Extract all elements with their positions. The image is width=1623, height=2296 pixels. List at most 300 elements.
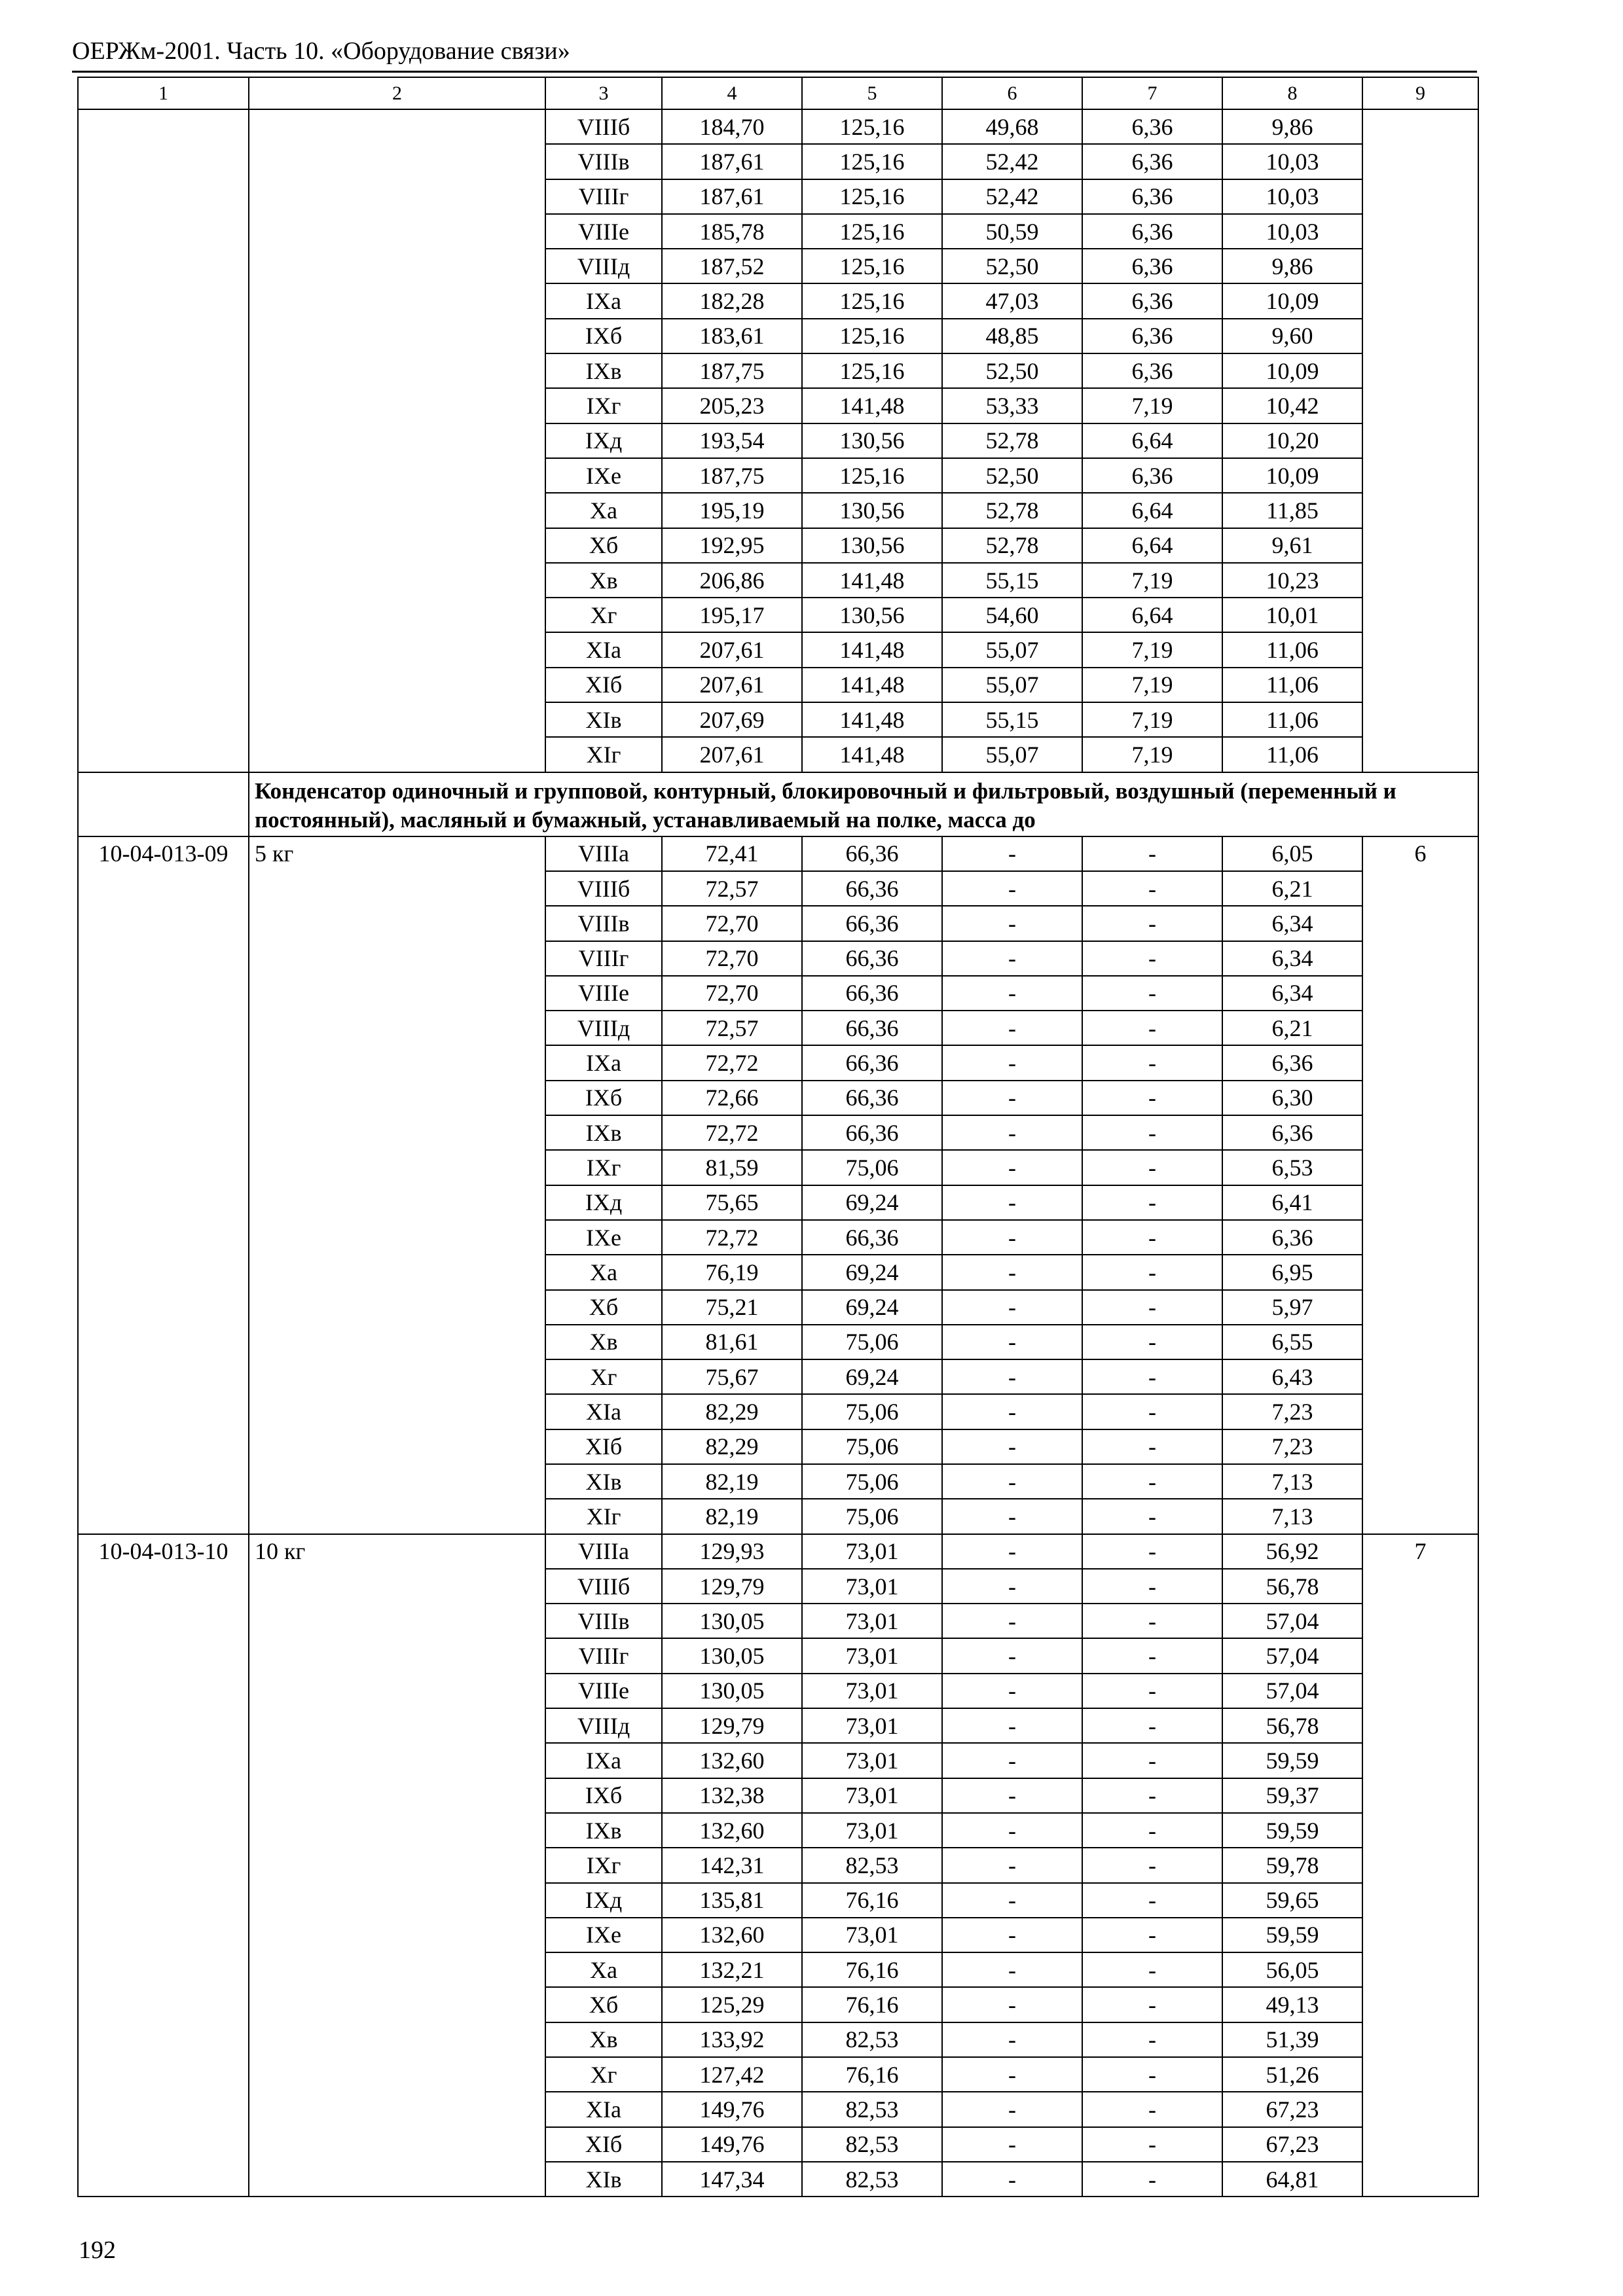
table-cell-col6: - bbox=[942, 1464, 1082, 1499]
table-cell-col3: VIIIд bbox=[545, 1708, 662, 1743]
table-cell-col5: 130,56 bbox=[802, 528, 942, 563]
table-cell-col5: 76,16 bbox=[802, 1987, 942, 2022]
table-cell-col5: 73,01 bbox=[802, 1604, 942, 1638]
table-cell-col7: 6,36 bbox=[1082, 249, 1222, 283]
table-cell-col4: 132,60 bbox=[662, 1918, 802, 1952]
table-cell-col8: 7,23 bbox=[1222, 1429, 1362, 1464]
table-cell-col5: 66,36 bbox=[802, 1081, 942, 1115]
table-cell-col3: Xв bbox=[545, 563, 662, 598]
table-cell-col4: 192,95 bbox=[662, 528, 802, 563]
table-cell-col5: 125,16 bbox=[802, 214, 942, 249]
table-cell-col6: 55,15 bbox=[942, 702, 1082, 737]
table-cell-col3: Xв bbox=[545, 2022, 662, 2057]
table-cell-col7: - bbox=[1082, 1813, 1222, 1848]
name-cell-empty bbox=[249, 109, 545, 772]
table-cell-col6: - bbox=[942, 1394, 1082, 1429]
table-cell-col8: 59,59 bbox=[1222, 1743, 1362, 1778]
table-cell-col7: 6,36 bbox=[1082, 179, 1222, 214]
table-cell-col7: - bbox=[1082, 1638, 1222, 1673]
table-cell-col4: 72,72 bbox=[662, 1220, 802, 1255]
table-cell-col3: VIIIг bbox=[545, 179, 662, 214]
table-cell-col4: 72,70 bbox=[662, 906, 802, 941]
table-cell-col5: 66,36 bbox=[802, 976, 942, 1011]
column-header: 8 bbox=[1222, 77, 1362, 109]
table-cell-col8: 6,21 bbox=[1222, 1011, 1362, 1045]
table-cell-col8: 11,06 bbox=[1222, 702, 1362, 737]
section-code-empty bbox=[78, 772, 249, 836]
table-cell-col7: - bbox=[1082, 1987, 1222, 2022]
table-cell-col6: - bbox=[942, 2127, 1082, 2162]
table-cell-col8: 10,20 bbox=[1222, 423, 1362, 458]
table-cell-col6: - bbox=[942, 2162, 1082, 2197]
table-cell-col6: - bbox=[942, 1150, 1082, 1185]
table-cell-col3: VIIIд bbox=[545, 1011, 662, 1045]
table-cell-col4: 206,86 bbox=[662, 563, 802, 598]
table-cell-col8: 10,09 bbox=[1222, 458, 1362, 493]
table-cell-col4: 82,19 bbox=[662, 1499, 802, 1534]
table-cell-col3: VIIIе bbox=[545, 214, 662, 249]
table-cell-col7: - bbox=[1082, 2057, 1222, 2092]
table-cell-col3: VIIIб bbox=[545, 1569, 662, 1604]
table-cell-col8: 64,81 bbox=[1222, 2162, 1362, 2197]
table-cell-col6: - bbox=[942, 1708, 1082, 1743]
table-cell-col4: 187,52 bbox=[662, 249, 802, 283]
table-cell-col8: 11,06 bbox=[1222, 737, 1362, 772]
table-cell-col7: 7,19 bbox=[1082, 563, 1222, 598]
table-cell-col6: 52,50 bbox=[942, 249, 1082, 283]
table-cell-col5: 82,53 bbox=[802, 2092, 942, 2126]
table-cell-col3: VIIIд bbox=[545, 249, 662, 283]
table-cell-col7: - bbox=[1082, 871, 1222, 906]
table-cell-col7: 7,19 bbox=[1082, 668, 1222, 702]
table-cell-col8: 6,34 bbox=[1222, 976, 1362, 1011]
table-cell-col8: 57,04 bbox=[1222, 1674, 1362, 1708]
table-cell-col8: 10,03 bbox=[1222, 144, 1362, 179]
table-cell-col4: 75,21 bbox=[662, 1290, 802, 1325]
table-cell-col6: - bbox=[942, 1813, 1082, 1848]
table-cell-col6: 55,07 bbox=[942, 632, 1082, 667]
table-cell-col5: 125,16 bbox=[802, 179, 942, 214]
table-cell-col4: 72,66 bbox=[662, 1081, 802, 1115]
table-body bbox=[78, 77, 1478, 2197]
table-cell-col4: 72,72 bbox=[662, 1045, 802, 1080]
table-cell-col7: - bbox=[1082, 1708, 1222, 1743]
table-cell-col8: 51,26 bbox=[1222, 2057, 1362, 2092]
col9-value: 6 bbox=[1362, 836, 1478, 1534]
table-cell-col3: XIа bbox=[545, 1394, 662, 1429]
table-cell-col6: - bbox=[942, 1534, 1082, 1569]
table-cell-col4: 129,79 bbox=[662, 1569, 802, 1604]
table-cell-col6: 52,78 bbox=[942, 528, 1082, 563]
table-cell-col4: 130,05 bbox=[662, 1604, 802, 1638]
table-cell-col8: 7,13 bbox=[1222, 1464, 1362, 1499]
table-cell-col3: IXа bbox=[545, 1743, 662, 1778]
table-cell-col5: 130,56 bbox=[802, 423, 942, 458]
table-cell-col3: IXе bbox=[545, 1220, 662, 1255]
table-cell-col5: 66,36 bbox=[802, 1115, 942, 1150]
table-cell-col3: VIIIг bbox=[545, 941, 662, 976]
table-cell-col6: 52,42 bbox=[942, 179, 1082, 214]
table-cell-col3: XIб bbox=[545, 1429, 662, 1464]
table-cell-col5: 125,16 bbox=[802, 458, 942, 493]
table-cell-col8: 67,23 bbox=[1222, 2127, 1362, 2162]
table-cell-col3: VIIIв bbox=[545, 1604, 662, 1638]
table-cell-col3: XIг bbox=[545, 737, 662, 772]
table-cell-col3: IXб bbox=[545, 1778, 662, 1813]
table-cell-col8: 6,53 bbox=[1222, 1150, 1362, 1185]
table-cell-col6: - bbox=[942, 1011, 1082, 1045]
table-cell-col4: 72,72 bbox=[662, 1115, 802, 1150]
table-cell-col6: - bbox=[942, 1674, 1082, 1708]
table-cell-col4: 72,70 bbox=[662, 976, 802, 1011]
table-cell-col7: - bbox=[1082, 1743, 1222, 1778]
table-cell-col6: - bbox=[942, 941, 1082, 976]
table-cell-col8: 6,95 bbox=[1222, 1255, 1362, 1289]
table-cell-col5: 66,36 bbox=[802, 1011, 942, 1045]
table-cell-col7: - bbox=[1082, 2127, 1222, 2162]
table-cell-col4: 72,57 bbox=[662, 1011, 802, 1045]
table-cell-col5: 76,16 bbox=[802, 1952, 942, 1987]
table-cell-col8: 6,30 bbox=[1222, 1081, 1362, 1115]
table-cell-col5: 66,36 bbox=[802, 941, 942, 976]
table-cell-col5: 76,16 bbox=[802, 1883, 942, 1918]
table-cell-col8: 9,86 bbox=[1222, 249, 1362, 283]
rates-table bbox=[77, 77, 1479, 2197]
table-cell-col7: 6,64 bbox=[1082, 423, 1222, 458]
table-cell-col3: IXв bbox=[545, 353, 662, 388]
table-cell-col4: 187,61 bbox=[662, 179, 802, 214]
table-row bbox=[78, 109, 1478, 144]
table-cell-col3: VIIIе bbox=[545, 976, 662, 1011]
table-cell-col7: - bbox=[1082, 1325, 1222, 1359]
table-cell-col4: 183,61 bbox=[662, 319, 802, 353]
table-cell-col5: 125,16 bbox=[802, 109, 942, 144]
table-cell-col6: - bbox=[942, 2057, 1082, 2092]
table-cell-col4: 207,61 bbox=[662, 632, 802, 667]
table-cell-col3: IXд bbox=[545, 423, 662, 458]
table-cell-col6: - bbox=[942, 1569, 1082, 1604]
table-cell-col8: 6,36 bbox=[1222, 1115, 1362, 1150]
table-cell-col6: - bbox=[942, 1778, 1082, 1813]
table-cell-col3: IXб bbox=[545, 319, 662, 353]
table-cell-col4: 132,60 bbox=[662, 1813, 802, 1848]
table-cell-col4: 195,17 bbox=[662, 598, 802, 632]
table-cell-col6: - bbox=[942, 906, 1082, 941]
column-header: 2 bbox=[249, 77, 545, 109]
table-cell-col8: 56,78 bbox=[1222, 1708, 1362, 1743]
table-cell-col7: - bbox=[1082, 1115, 1222, 1150]
table-cell-col3: IXе bbox=[545, 1918, 662, 1952]
table-cell-col7: - bbox=[1082, 976, 1222, 1011]
table-cell-col6: 55,07 bbox=[942, 737, 1082, 772]
table-cell-col4: 125,29 bbox=[662, 1987, 802, 2022]
table-cell-col5: 75,06 bbox=[802, 1325, 942, 1359]
table-cell-col5: 130,56 bbox=[802, 493, 942, 528]
table-cell-col7: - bbox=[1082, 1359, 1222, 1394]
table-cell-col8: 10,23 bbox=[1222, 563, 1362, 598]
column-number-row bbox=[78, 77, 1478, 109]
table-cell-col7: 6,36 bbox=[1082, 214, 1222, 249]
table-cell-col6: 52,42 bbox=[942, 144, 1082, 179]
table-cell-col5: 141,48 bbox=[802, 702, 942, 737]
table-cell-col5: 73,01 bbox=[802, 1569, 942, 1604]
table-cell-col5: 75,06 bbox=[802, 1150, 942, 1185]
table-cell-col4: 182,28 bbox=[662, 283, 802, 318]
table-row bbox=[78, 836, 1478, 871]
table-cell-col6: 55,07 bbox=[942, 668, 1082, 702]
table-cell-col8: 11,06 bbox=[1222, 668, 1362, 702]
table-cell-col4: 76,19 bbox=[662, 1255, 802, 1289]
table-cell-col6: - bbox=[942, 1429, 1082, 1464]
table-cell-col8: 6,05 bbox=[1222, 836, 1362, 871]
table-cell-col7: 6,36 bbox=[1082, 109, 1222, 144]
table-cell-col6: - bbox=[942, 1952, 1082, 1987]
table-cell-col7: - bbox=[1082, 1220, 1222, 1255]
table-cell-col3: XIа bbox=[545, 632, 662, 667]
table-cell-col8: 10,03 bbox=[1222, 179, 1362, 214]
col9-value: 7 bbox=[1362, 1534, 1478, 2197]
table-cell-col4: 187,75 bbox=[662, 353, 802, 388]
table-cell-col5: 73,01 bbox=[802, 1674, 942, 1708]
table-cell-col5: 76,16 bbox=[802, 2057, 942, 2092]
table-cell-col8: 10,03 bbox=[1222, 214, 1362, 249]
table-cell-col5: 69,24 bbox=[802, 1290, 942, 1325]
table-cell-col7: - bbox=[1082, 2162, 1222, 2197]
table-cell-col7: - bbox=[1082, 1848, 1222, 1882]
table-cell-col8: 11,06 bbox=[1222, 632, 1362, 667]
table-cell-col5: 82,53 bbox=[802, 2127, 942, 2162]
table-cell-col3: Xа bbox=[545, 1952, 662, 1987]
table-cell-col3: VIIIв bbox=[545, 906, 662, 941]
table-cell-col7: - bbox=[1082, 1464, 1222, 1499]
table-cell-col8: 9,61 bbox=[1222, 528, 1362, 563]
table-cell-col7: 6,36 bbox=[1082, 458, 1222, 493]
table-cell-col7: - bbox=[1082, 906, 1222, 941]
table-cell-col4: 193,54 bbox=[662, 423, 802, 458]
table-cell-col3: VIIIв bbox=[545, 144, 662, 179]
table-cell-col8: 10,01 bbox=[1222, 598, 1362, 632]
table-cell-col5: 141,48 bbox=[802, 668, 942, 702]
table-cell-col8: 9,86 bbox=[1222, 109, 1362, 144]
table-cell-col8: 9,60 bbox=[1222, 319, 1362, 353]
table-cell-col5: 69,24 bbox=[802, 1185, 942, 1220]
rate-code: 10-04-013-10 bbox=[78, 1534, 249, 2197]
table-cell-col7: - bbox=[1082, 1918, 1222, 1952]
table-cell-col6: - bbox=[942, 1883, 1082, 1918]
table-cell-col8: 59,65 bbox=[1222, 1883, 1362, 1918]
table-cell-col8: 10,42 bbox=[1222, 388, 1362, 423]
table-cell-col4: 147,34 bbox=[662, 2162, 802, 2197]
table-cell-col4: 127,42 bbox=[662, 2057, 802, 2092]
table-cell-col3: IXг bbox=[545, 1150, 662, 1185]
table-cell-col3: XIа bbox=[545, 2092, 662, 2126]
table-cell-col6: 52,50 bbox=[942, 458, 1082, 493]
table-cell-col3: VIIIа bbox=[545, 1534, 662, 1569]
table-cell-col5: 141,48 bbox=[802, 563, 942, 598]
table-cell-col6: - bbox=[942, 1918, 1082, 1952]
table-cell-col3: Xг bbox=[545, 2057, 662, 2092]
table-cell-col7: - bbox=[1082, 1569, 1222, 1604]
table-cell-col6: 48,85 bbox=[942, 319, 1082, 353]
table-cell-col4: 81,61 bbox=[662, 1325, 802, 1359]
table-cell-col8: 7,13 bbox=[1222, 1499, 1362, 1534]
table-cell-col4: 81,59 bbox=[662, 1150, 802, 1185]
table-cell-col4: 72,41 bbox=[662, 836, 802, 871]
table-cell-col7: - bbox=[1082, 1255, 1222, 1289]
table-cell-col5: 82,53 bbox=[802, 2022, 942, 2057]
table-cell-col8: 49,13 bbox=[1222, 1987, 1362, 2022]
table-cell-col7: - bbox=[1082, 1534, 1222, 1569]
table-cell-col7: - bbox=[1082, 1499, 1222, 1534]
table-cell-col7: - bbox=[1082, 1778, 1222, 1813]
header-rule bbox=[72, 71, 1477, 73]
column-header: 3 bbox=[545, 77, 662, 109]
table-cell-col7: 7,19 bbox=[1082, 632, 1222, 667]
table-cell-col7: 7,19 bbox=[1082, 388, 1222, 423]
table-cell-col3: IXв bbox=[545, 1115, 662, 1150]
table-cell-col8: 59,78 bbox=[1222, 1848, 1362, 1882]
table-cell-col5: 82,53 bbox=[802, 2162, 942, 2197]
table-cell-col8: 59,59 bbox=[1222, 1918, 1362, 1952]
table-cell-col8: 7,23 bbox=[1222, 1394, 1362, 1429]
table-cell-col4: 75,67 bbox=[662, 1359, 802, 1394]
table-cell-col5: 73,01 bbox=[802, 1743, 942, 1778]
table-cell-col8: 57,04 bbox=[1222, 1638, 1362, 1673]
section-row bbox=[78, 772, 1478, 836]
page-number: 192 bbox=[79, 2236, 116, 2264]
table-cell-col8: 56,92 bbox=[1222, 1534, 1362, 1569]
table-cell-col3: Xб bbox=[545, 528, 662, 563]
table-cell-col8: 6,43 bbox=[1222, 1359, 1362, 1394]
table-cell-col6: 54,60 bbox=[942, 598, 1082, 632]
table-cell-col4: 149,76 bbox=[662, 2092, 802, 2126]
table-cell-col5: 66,36 bbox=[802, 1045, 942, 1080]
table-cell-col5: 82,53 bbox=[802, 1848, 942, 1882]
table-cell-col7: - bbox=[1082, 836, 1222, 871]
table-cell-col7: - bbox=[1082, 1952, 1222, 1987]
table-cell-col6: 52,78 bbox=[942, 423, 1082, 458]
table-cell-col4: 72,57 bbox=[662, 871, 802, 906]
table-cell-col8: 59,59 bbox=[1222, 1813, 1362, 1848]
table-cell-col5: 73,01 bbox=[802, 1813, 942, 1848]
table-cell-col4: 184,70 bbox=[662, 109, 802, 144]
table-cell-col8: 10,09 bbox=[1222, 283, 1362, 318]
table-cell-col6: - bbox=[942, 1185, 1082, 1220]
table-cell-col5: 75,06 bbox=[802, 1499, 942, 1534]
table-cell-col7: 7,19 bbox=[1082, 702, 1222, 737]
table-cell-col5: 75,06 bbox=[802, 1464, 942, 1499]
table-cell-col3: IXг bbox=[545, 1848, 662, 1882]
table-cell-col4: 132,60 bbox=[662, 1743, 802, 1778]
table-cell-col5: 141,48 bbox=[802, 737, 942, 772]
table-cell-col4: 132,21 bbox=[662, 1952, 802, 1987]
table-cell-col8: 11,85 bbox=[1222, 493, 1362, 528]
table-cell-col8: 57,04 bbox=[1222, 1604, 1362, 1638]
table-cell-col8: 6,34 bbox=[1222, 906, 1362, 941]
table-cell-col6: - bbox=[942, 1499, 1082, 1534]
table-cell-col7: - bbox=[1082, 941, 1222, 976]
column-header: 4 bbox=[662, 77, 802, 109]
table-cell-col5: 130,56 bbox=[802, 598, 942, 632]
table-cell-col7: 6,36 bbox=[1082, 283, 1222, 318]
table-cell-col3: IXд bbox=[545, 1185, 662, 1220]
table-cell-col7: 6,64 bbox=[1082, 493, 1222, 528]
table-cell-col5: 125,16 bbox=[802, 283, 942, 318]
table-cell-col6: - bbox=[942, 836, 1082, 871]
table-cell-col5: 125,16 bbox=[802, 319, 942, 353]
table-cell-col5: 66,36 bbox=[802, 836, 942, 871]
table-cell-col6: - bbox=[942, 1220, 1082, 1255]
table-cell-col5: 75,06 bbox=[802, 1429, 942, 1464]
table-cell-col5: 73,01 bbox=[802, 1534, 942, 1569]
table-cell-col3: Xв bbox=[545, 1325, 662, 1359]
table-cell-col3: Xб bbox=[545, 1987, 662, 2022]
table-cell-col3: Xг bbox=[545, 1359, 662, 1394]
table-cell-col3: XIв bbox=[545, 702, 662, 737]
table-cell-col7: 6,36 bbox=[1082, 144, 1222, 179]
table-cell-col5: 125,16 bbox=[802, 353, 942, 388]
table-cell-col3: IXа bbox=[545, 1045, 662, 1080]
column-header: 5 bbox=[802, 77, 942, 109]
table-cell-col8: 6,41 bbox=[1222, 1185, 1362, 1220]
table-cell-col6: - bbox=[942, 1359, 1082, 1394]
table-cell-col8: 51,39 bbox=[1222, 2022, 1362, 2057]
table-cell-col6: - bbox=[942, 1743, 1082, 1778]
table-cell-col6: 55,15 bbox=[942, 563, 1082, 598]
table-cell-col3: IXв bbox=[545, 1813, 662, 1848]
table-cell-col7: 6,36 bbox=[1082, 319, 1222, 353]
rate-name: 10 кг bbox=[249, 1534, 545, 2197]
table-cell-col8: 6,21 bbox=[1222, 871, 1362, 906]
table-cell-col7: 6,64 bbox=[1082, 528, 1222, 563]
table-cell-col6: 53,33 bbox=[942, 388, 1082, 423]
table-cell-col5: 69,24 bbox=[802, 1255, 942, 1289]
table-cell-col4: 187,61 bbox=[662, 144, 802, 179]
table-cell-col6: - bbox=[942, 1081, 1082, 1115]
column-header: 6 bbox=[942, 77, 1082, 109]
table-cell-col7: - bbox=[1082, 1394, 1222, 1429]
table-cell-col6: - bbox=[942, 1255, 1082, 1289]
table-cell-col7: - bbox=[1082, 1011, 1222, 1045]
table-cell-col4: 129,93 bbox=[662, 1534, 802, 1569]
table-row bbox=[78, 1534, 1478, 1569]
table-cell-col4: 130,05 bbox=[662, 1638, 802, 1673]
table-cell-col8: 6,55 bbox=[1222, 1325, 1362, 1359]
table-cell-col3: XIб bbox=[545, 668, 662, 702]
table-cell-col3: VIIIб bbox=[545, 871, 662, 906]
table-cell-col3: Xа bbox=[545, 493, 662, 528]
table-cell-col8: 56,05 bbox=[1222, 1952, 1362, 1987]
table-cell-col3: IXа bbox=[545, 283, 662, 318]
table-cell-col3: XIг bbox=[545, 1499, 662, 1534]
table-cell-col4: 205,23 bbox=[662, 388, 802, 423]
table-cell-col6: 52,78 bbox=[942, 493, 1082, 528]
table-cell-col4: 142,31 bbox=[662, 1848, 802, 1882]
table-cell-col4: 129,79 bbox=[662, 1708, 802, 1743]
table-cell-col3: XIв bbox=[545, 1464, 662, 1499]
table-cell-col6: - bbox=[942, 976, 1082, 1011]
table-cell-col7: - bbox=[1082, 1150, 1222, 1185]
column-header: 7 bbox=[1082, 77, 1222, 109]
table-cell-col4: 185,78 bbox=[662, 214, 802, 249]
table-cell-col5: 66,36 bbox=[802, 906, 942, 941]
col9-cell-empty bbox=[1362, 109, 1478, 772]
table-cell-col7: - bbox=[1082, 1674, 1222, 1708]
table-cell-col5: 69,24 bbox=[802, 1359, 942, 1394]
table-cell-col5: 73,01 bbox=[802, 1778, 942, 1813]
table-cell-col4: 132,38 bbox=[662, 1778, 802, 1813]
table-cell-col8: 5,97 bbox=[1222, 1290, 1362, 1325]
